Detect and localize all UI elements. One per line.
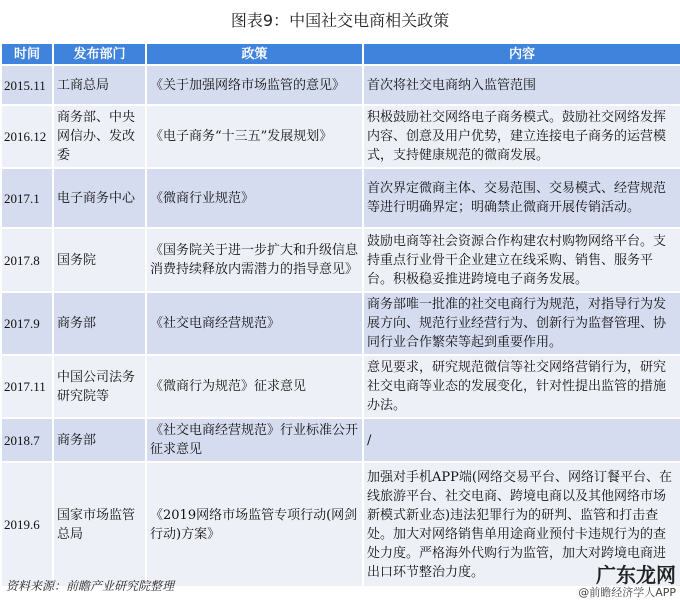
header-content: 内容 [363, 43, 680, 65]
table-row [1, 292, 680, 355]
header-row [1, 43, 680, 65]
cell-time: 2015.11 [1, 65, 53, 105]
watermark-sub: @前瞻经济学人APP [578, 586, 676, 599]
cell-time: 2017.9 [1, 292, 53, 355]
cell-policy: 《电子商务“十三五”发展规划》 [146, 105, 363, 168]
cell-policy: 《社交电商经营规范》 [146, 292, 363, 355]
cell-content: 首次将社交电商纳入监管范围 [363, 65, 680, 105]
cell-content: 首次界定微商主体、交易范围、交易模式、经营规范等进行明确界定；明确禁止微商开展传销活动。 [363, 168, 680, 228]
cell-time: 2019.6 [1, 462, 53, 587]
cell-dept: 商务部 [53, 292, 146, 355]
cell-content: 意见要求，研究规范微信等社交网络营销行为，研究社交电商等业态的发展变化，针对性提出监管的措施办法。 [363, 355, 680, 418]
cell-dept: 中国公司法务研究院等 [53, 355, 146, 418]
table-row [1, 65, 680, 105]
cell-policy: 《社交电商经营规范》行业标准公开征求意见 [146, 418, 363, 462]
cell-policy: 《2019网络市场监管专项行动(网剑行动)方案》 [146, 462, 363, 587]
cell-time: 2017.11 [1, 355, 53, 418]
table-row [1, 418, 680, 462]
header-time: 时间 [1, 43, 53, 65]
table-row [1, 228, 680, 292]
cell-content: 商务部唯一批准的社交电商行为规范，对指导行为发展方向、规范行业经营行为、创新行为监督管理、协同行业合作繁荣等起到重要作用。 [363, 292, 680, 355]
cell-dept: 国务院 [53, 228, 146, 292]
cell-content: 鼓励电商等社会资源合作构建农村购物网络平台。支持重点行业骨干企业建立在线采购、销售、服务平台。积极稳妥推进跨境电子商务发展。 [363, 228, 680, 292]
cell-dept: 工商总局 [53, 65, 146, 105]
cell-policy: 《国务院关于进一步扩大和升级信息消费持续释放内需潜力的指导意见》 [146, 228, 363, 292]
table-row [1, 105, 680, 168]
cell-dept: 国家市场监管总局 [53, 462, 146, 587]
cell-dept: 电子商务中心 [53, 168, 146, 228]
cell-content: / [363, 418, 680, 462]
table-row [1, 168, 680, 228]
watermark-logo: 广东龙网 [596, 563, 676, 587]
cell-dept: 商务部、中央网信办、发改委 [53, 105, 146, 168]
table-title: 图表9：中国社交电商相关政策 [230, 11, 450, 30]
cell-policy: 《关于加强网络市场监管的意见》 [146, 65, 363, 105]
cell-time: 2016.12 [1, 105, 53, 168]
cell-time: 2018.7 [1, 418, 53, 462]
header-policy: 政策 [146, 43, 363, 65]
policy-table [0, 42, 680, 588]
cell-content: 积极鼓励社交网络电子商务模式。鼓励社交网络发挥内容、创意及用户优势，建立连接电子商务的运营模式，支持健康规范的微商发展。 [363, 105, 680, 168]
cell-content: 加强对手机APP端(网络交易平台、网络订餐平台、在线旅游平台、社交电商、跨境电商以及其他网络市场新模式新业态)违法犯罪行为的研判、监管和打击查处。加大对网络销售单用途商业预付卡违规行为的查处力度。严格海外代购行为监管，加大对跨境电商进出口环节整治力度。 [363, 462, 680, 587]
watermark [578, 563, 676, 602]
cell-time: 2017.1 [1, 168, 53, 228]
cell-policy: 《微商行为规范》征求意见 [146, 355, 363, 418]
cell-time: 2017.8 [1, 228, 53, 292]
header-dept: 发布部门 [53, 43, 146, 65]
cell-dept: 商务部 [53, 418, 146, 462]
table-row [1, 355, 680, 418]
cell-policy: 《微商行业规范》 [146, 168, 363, 228]
source-note: 资料来源：前瞻产业研究院整理 [6, 579, 175, 593]
